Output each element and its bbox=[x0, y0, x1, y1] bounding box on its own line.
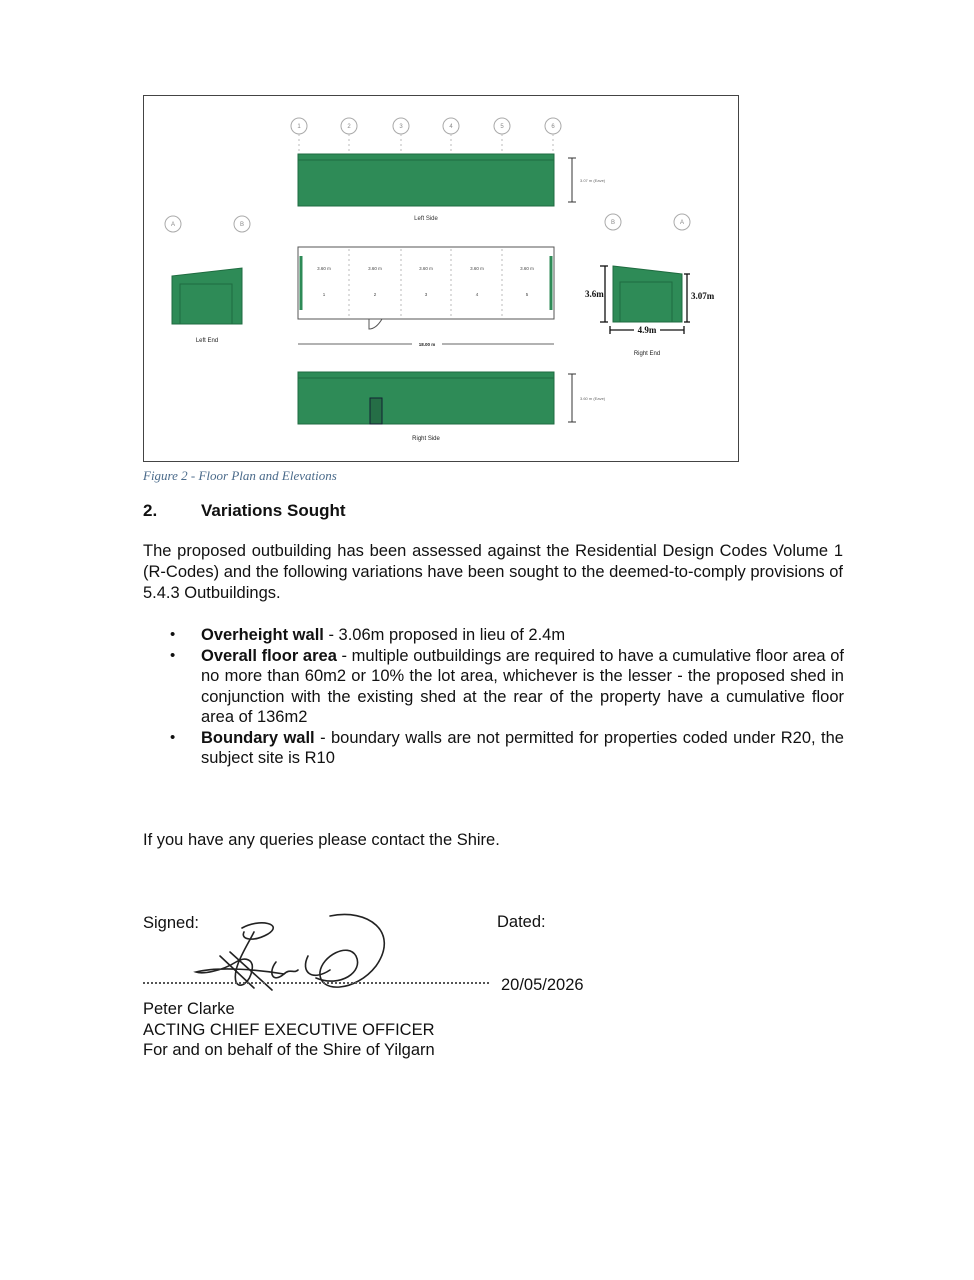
grid-marker-right-a bbox=[674, 214, 690, 230]
grid-marker-3 bbox=[393, 118, 409, 134]
left-end-elevation bbox=[172, 268, 242, 324]
svg-text:2: 2 bbox=[373, 292, 377, 297]
svg-text:A: A bbox=[679, 220, 685, 226]
left-end-label: Left End bbox=[195, 338, 219, 344]
date-value: 20/05/2026 bbox=[501, 976, 584, 994]
variation-title: Boundary wall bbox=[201, 728, 315, 747]
svg-text:3.60 m: 3.60 m bbox=[419, 266, 433, 271]
hand-width: 4.9m bbox=[637, 325, 657, 335]
signatory-organisation: For and on behalf of the Shire of Yilgarn bbox=[143, 1041, 435, 1059]
dated-label: Dated: bbox=[497, 913, 546, 931]
right-side-height-text: 3.60 m (Eave) bbox=[580, 396, 606, 401]
hand-height-right: 3.07m bbox=[691, 291, 715, 301]
left-side-height-dim bbox=[568, 158, 576, 202]
signatory-position: ACTING CHIEF EXECUTIVE OFFICER bbox=[143, 1020, 435, 1039]
signatory-name: Peter Clarke bbox=[143, 1000, 235, 1018]
left-side-elevation bbox=[298, 154, 554, 206]
svg-text:3.60 m: 3.60 m bbox=[520, 266, 534, 271]
contact-line: If you have any queries please contact the Shire. bbox=[143, 831, 500, 849]
right-side-height-dim bbox=[568, 374, 576, 422]
variation-title: Overall floor area bbox=[201, 646, 337, 665]
variation-text: - boundary walls are not permitted for properties coded under R20, the subject site is R10 bbox=[201, 728, 844, 767]
section-title: Variations Sought bbox=[201, 501, 346, 520]
floor-plan bbox=[298, 247, 554, 329]
grid-marker-left-a bbox=[165, 216, 181, 232]
signatory-block bbox=[143, 999, 435, 1061]
grid-marker-1 bbox=[291, 118, 307, 134]
svg-text:5: 5 bbox=[525, 292, 529, 297]
signature-line bbox=[143, 982, 489, 984]
section-heading bbox=[143, 501, 346, 521]
grid-marker-2 bbox=[341, 118, 357, 134]
grid-marker-right-b bbox=[605, 214, 621, 230]
list-item bbox=[168, 728, 844, 769]
svg-text:3: 3 bbox=[399, 124, 403, 130]
svg-text:1: 1 bbox=[297, 124, 301, 130]
left-side-label: Left Side bbox=[414, 216, 438, 222]
svg-text:4: 4 bbox=[449, 124, 453, 130]
svg-text:4: 4 bbox=[475, 292, 479, 297]
svg-text:A: A bbox=[170, 222, 176, 228]
list-item bbox=[168, 625, 844, 646]
overall-length-text: 18.00 m bbox=[418, 342, 436, 347]
svg-text:B: B bbox=[239, 222, 245, 228]
svg-text:2: 2 bbox=[347, 124, 351, 130]
right-end-label: Right End bbox=[633, 351, 661, 357]
variation-text: - 3.06m proposed in lieu of 2.4m bbox=[323, 626, 566, 644]
figure-caption: Figure 2 - Floor Plan and Elevations bbox=[143, 468, 337, 483]
grid-marker-4 bbox=[443, 118, 459, 134]
list-item bbox=[168, 646, 844, 728]
floor-plan-drawing bbox=[144, 96, 740, 463]
svg-text:B: B bbox=[610, 220, 616, 226]
svg-text:5: 5 bbox=[500, 124, 504, 130]
left-side-height-text: 3.07 m (Eave) bbox=[580, 178, 606, 183]
right-end-elevation bbox=[613, 266, 682, 322]
right-side-elevation bbox=[298, 372, 554, 424]
variation-title: Overheight wall bbox=[201, 626, 324, 644]
svg-text:3: 3 bbox=[424, 292, 428, 297]
floor-plan-figure bbox=[143, 95, 739, 462]
svg-text:1: 1 bbox=[322, 292, 326, 297]
grid-marker-left-b bbox=[234, 216, 250, 232]
section-number: 2. bbox=[143, 501, 158, 520]
signed-label: Signed: bbox=[143, 914, 199, 932]
grid-marker-5 bbox=[494, 118, 510, 134]
intro-paragraph: The proposed outbuilding has been assessed against the Residential Design Codes Volume 1 (R-Codes) and the following variations have been sought to the deemed-to-comply provisions of 5.4.3 Outbuildings. bbox=[143, 542, 843, 602]
variations-list bbox=[168, 625, 844, 769]
svg-text:3.60 m: 3.60 m bbox=[317, 266, 331, 271]
svg-text:3.60 m: 3.60 m bbox=[368, 266, 382, 271]
right-side-label: Right Side bbox=[412, 436, 440, 442]
svg-text:3.60 m: 3.60 m bbox=[470, 266, 484, 271]
variation-text: - multiple outbuildings are required to have a cumulative floor area of no more than 60m2 or 10% the lot area, whichever is the lesser - the proposed shed in conjunction with the existing shed at the rear of the property have a cumulative floor area of 136m2 bbox=[201, 646, 844, 726]
grid-marker-6 bbox=[545, 118, 561, 134]
svg-text:6: 6 bbox=[551, 124, 555, 130]
hand-height-left: 3.6m bbox=[585, 289, 604, 299]
